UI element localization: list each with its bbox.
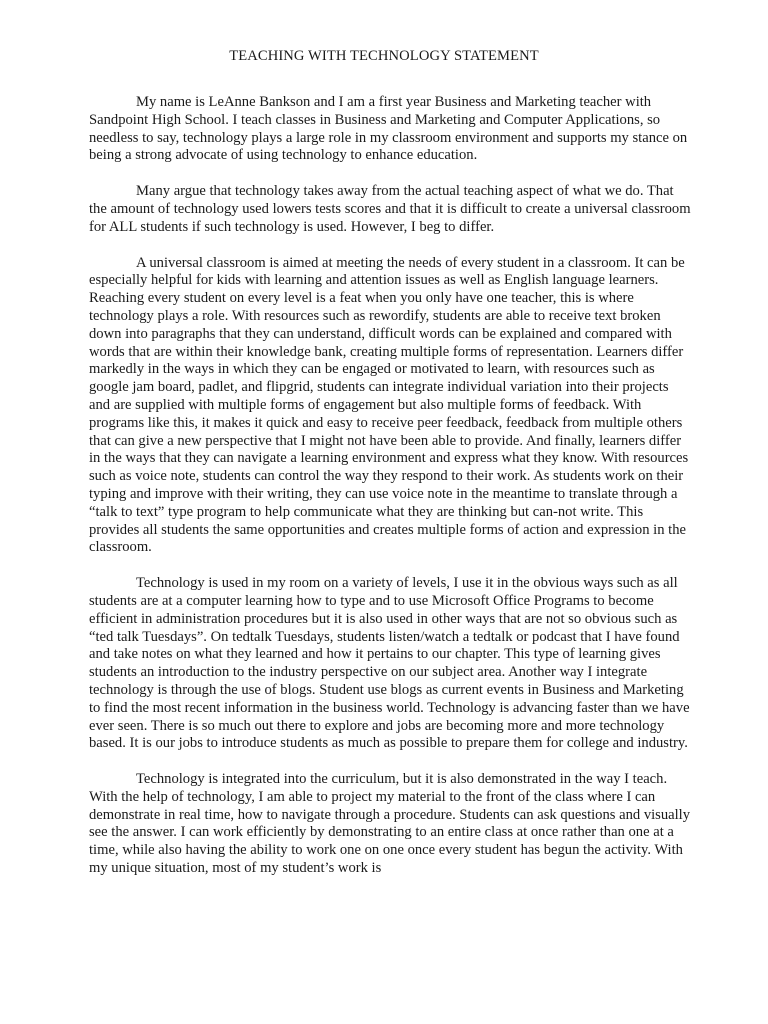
document-title: TEACHING WITH TECHNOLOGY STATEMENT (229, 48, 539, 64)
paragraph-teaching-method: Technology is integrated into the curriculum, but it is also demonstrated in the way I teach. With the help of technology, I am able to project my material to the front of the class where I can demonstrate in real time, how to navigate through a procedure. Students can ask questions and visually see the answer. I can work efficiently by demonstrating to an entire class at once rather than one at a time, while also having the ability to work one on one once every student has begun the activity. With my unique situation, most of my student’s work is (89, 771, 691, 877)
paragraph-universal-classroom: A universal classroom is aimed at meeting the needs of every student in a classroom. It can be especially helpful for kids with learning and attention issues as well as English language learners. Reaching every student on every level is a feat when you only have one teacher, this is where technology plays a role. With resources such as rewordify, students are able to receive text broken down into paragraphs that they can understand, difficult words can be explained and compared with words that are within their knowledge bank, creating multiple forms of representation. Learners differ markedly in the ways in which they can be engaged or motivated to learn, with resources such as google jam board, padlet, and flipgrid, students can integrate individual variation into their projects and are supplied with multiple forms of engagement but also multiple forms of feedback. With programs like this, it makes it quick and easy to receive peer feedback, feedback from multiple others that can give a new perspective that I might not have been able to provide. And finally, learners differ in the ways that they can navigate a learning environment and express what they know. With resources such as voice note, students can control the way they respond to their work. As students work on their typing and improve with their writing, they can use voice note in the meantime to translate through a “talk to text” type program to help communicate what they are thinking but can-not write. This provides all students the same opportunities and creates multiple forms of action and expression in the classroom. (89, 254, 689, 556)
paragraph-introduction: My name is LeAnne Bankson and I am a first year Business and Marketing teacher with Sandpoint High School. I teach classes in Business and Marketing and Computer Applications, so needless to say, technology plays a large role in my classroom environment and supports my stance on being a strong advocate of using technology to enhance education. (89, 94, 688, 164)
document-body (89, 94, 693, 896)
paragraph-counterargument: Many argue that technology takes away from the actual teaching aspect of what we do. That the amount of technology used lowers tests scores and that it is difficult to create a universal classroom for ALL students if such technology is used. However, I beg to differ. (89, 183, 691, 235)
paragraph-technology-levels: Technology is used in my room on a variety of levels, I use it in the obvious ways such as all students are at a computer learning how to type and to use Microsoft Office Programs to become efficient in administration procedures but it is also used in other ways that are not so obvious such as “ted talk Tuesdays”. On tedtalk Tuesdays, students listen/watch a tedtalk or podcast that I have found and take notes on what they learned and how it pertains to our chapter. This type of learning gives students an introduction to the industry perspective on our subject area. Another way I integrate technology is through the use of blogs. Student use blogs as current events in Business and Marketing to find the most recent information in the business world. Technology is advancing faster than we have ever seen. There is so much out there to explore and jobs are becoming more and more technology based. It is our jobs to introduce students as much as possible to prepare them for college and industry. (89, 575, 690, 752)
